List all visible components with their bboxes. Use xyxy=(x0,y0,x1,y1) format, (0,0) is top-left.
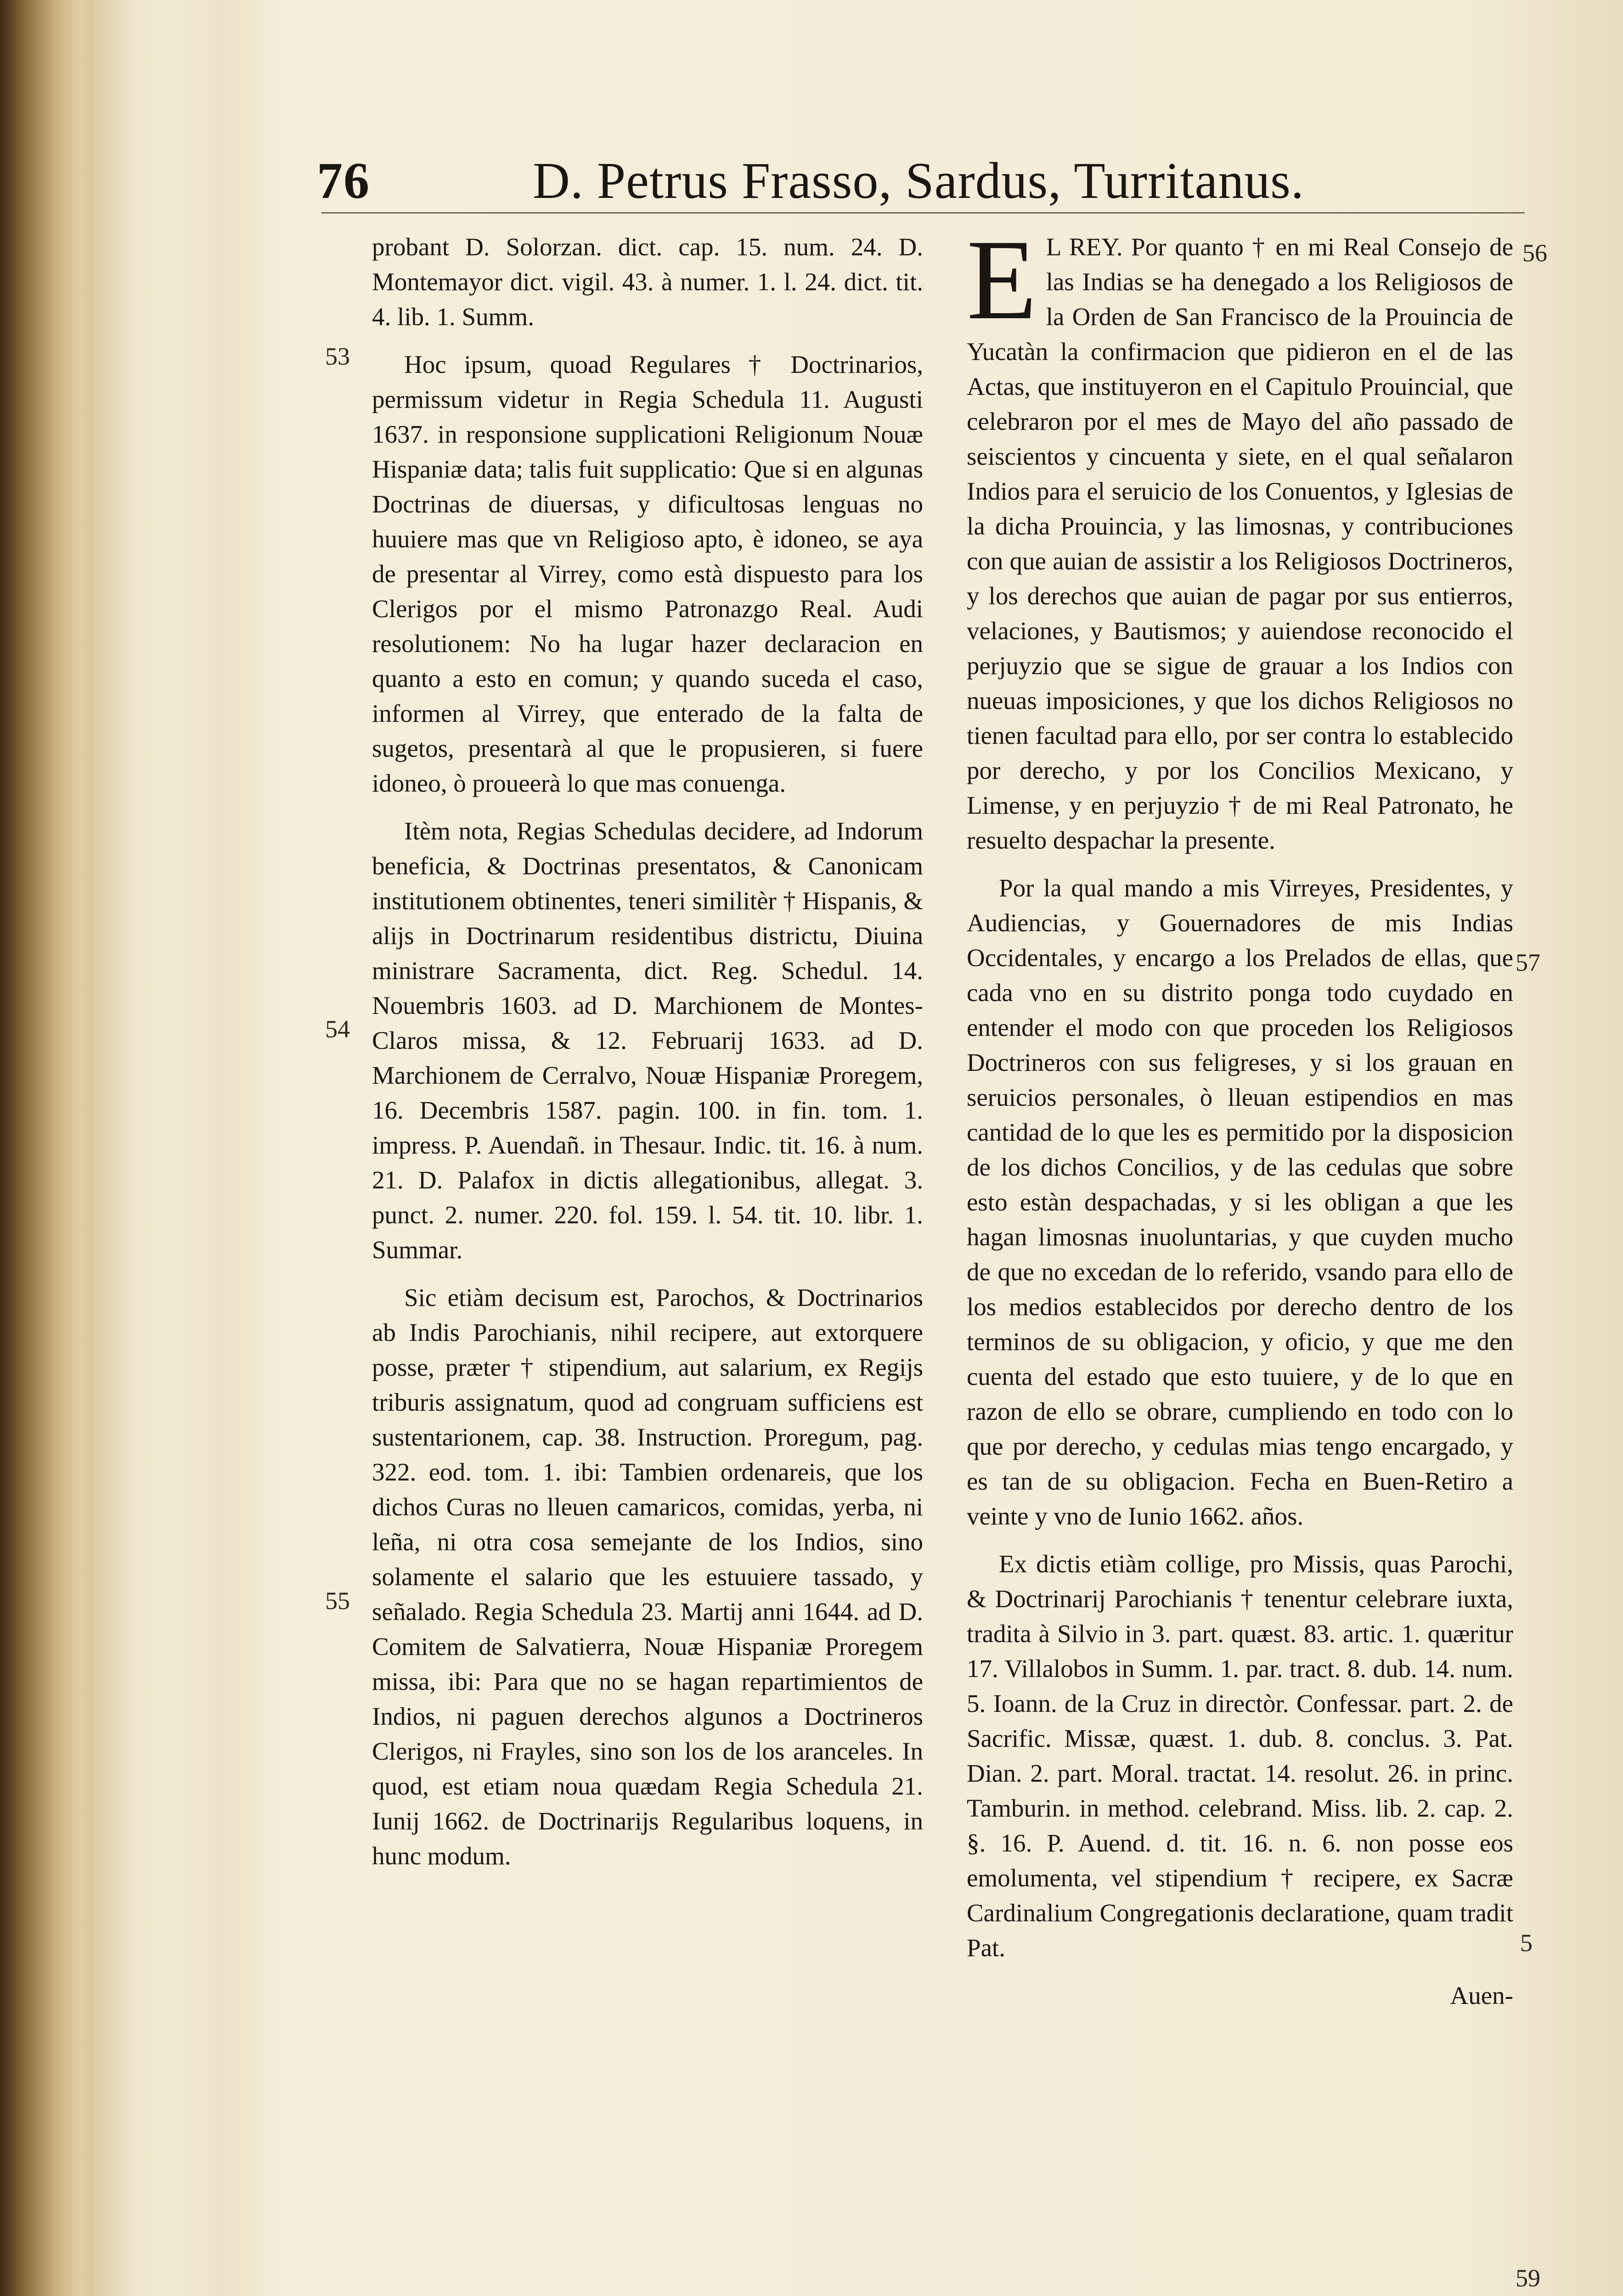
paragraph-text: L REY. Por quanto † en mi Real Consejo de las Indias se ha denegado a los Religiosos de la Orden de San Francisco de la Prouincia de Yucatàn la confirmacion que pidieron en el de las Actas, que instituyeron en el Capitulo Prouincial, que celebraron por el mes de Mayo del año passado de seiscientos y cincuenta y siete, en el qual señalaron Indios para el seruicio de los Conuentos, y Iglesias de la dicha Prouincia, y las limosnas, y contribuciones con que auian de assistir a los Religiosos Doctrineros, y los derechos que auian de pagar por sus entierros, velaciones, y Bautismos; y auiendose reconocido el perjuyzio que se sigue de grauar a los Indios con nueuas imposiciones, y que los dichos Religiosos no tienen facultad para ello, por ser contra lo establecido por derecho, y por los Concilios Mexicano, y Limense, y en perjuyzio † de mi Real Patronato, he resuelto despachar la presente. xyxy=(967,233,1513,854)
paper-stain xyxy=(165,0,285,2296)
paragraph: Itèm nota, Regias Schedulas decidere, ad Indorum beneficia, & Doctrinas presentatos, & Canonicam institutionem obtinentes, teneri similitèr † Hispanis, & alijs in Doctrinarum residentibus districtu, Diuina ministrare Sacramenta, dict. Reg. Schedul. 14. Nouembris 1603. ad D. Marchionem de Montes-Claros missa, & 12. Februarij 1633. ad D. Marchionem de Cerralvo, Nouæ Hispaniæ Proregem, 16. Decembris 1587. pagin. 100. in fin. tom. 1. impress. P. Auendañ. in Thesaur. Indic. tit. 16. à num. 21. D. Palafox in dictis allegationibus, allegat. 3. punct. 2. numer. 220. fol. 159. l. 54. tit. 10. libr. 1. Summar. xyxy=(372,817,923,1264)
margin-number: 54 xyxy=(325,1015,350,1043)
margin-number: 5 xyxy=(1520,1929,1533,1957)
margin-number: 57 xyxy=(1516,949,1540,976)
margin-number: 59 xyxy=(1516,2264,1540,2292)
book-page-edge xyxy=(0,0,99,2296)
paragraph: Sic etiàm decisum est, Parochos, & Doctrinarios ab Indis Parochianis, nihil recipere, aut extorquere posse, præter † stipendium, aut salarium, ex Regijs triburis assignatum, quod ad congruam sufficiens est sustentarionem, cap. 38. Instruction. Proregum, pag. 322. eod. tom. 1. ibi: Tambien ordenareis, que los dichos Curas no lleuen camaricos, comidas, yerba, ni leña, ni otra cosa semejante de los Indios, sino solamente el salario que les estuuiere tassado, y señalado. Regia Schedula 23. Martij anni 1644. ad D. Comitem de Salvatierra, Nouæ Hispaniæ Proregem missa, ibi: Para que no se hagan repartimientos de Indios, ni paguen derechos algunos a Doctrineros Clerigos, ni Frayles, sino son los de los aranceles. In quod, est etiam noua quædam Regia Schedula 21. Iunij 1662. de Doctrinarijs Regularibus loquens, in hunc modum. xyxy=(372,1283,923,1870)
paragraph: Hoc ipsum, quoad Regulares † Doctrinarios, permissum videtur in Regia Schedula 11. Augusti 1637. in responsione supplicationi Religionum Nouæ Hispaniæ data; talis fuit supplicatio: Que si en algunas Doctrinas de diuersas, y dificultosas lenguas no huuiere mas que vn Religioso apto, è idoneo, se aya de presentar al Virrey, como està dispuesto para los Clerigos por el mismo Patronazgo Real. Audi resolutionem: No ha lugar hazer declaracion en quanto a esto en comun; y quando suceda el caso, informen al Virrey, que enterado de la falta de sugetos, presentarà al que le propusieren, si fuere idoneo, ò proueerà lo que mas conuenga. xyxy=(372,350,923,797)
page-number: 76 xyxy=(317,152,370,209)
left-column xyxy=(372,230,923,1886)
margin-number: 56 xyxy=(1522,239,1547,267)
running-head: D. Petrus Frasso, Sardus, Turritanus. xyxy=(533,152,1304,209)
margin-number: 55 xyxy=(325,1587,350,1615)
margin-number: 53 xyxy=(325,343,350,370)
paragraph: Ex dictis etiàm collige, pro Missis, quas Parochi, & Doctrinarij Parochianis † tenentur celebrare iuxta, tradita à Silvio in 3. part. quæst. 83. artic. 1. quæritur 17. Villalobos in Summ. 1. par. tract. 8. dub. 14. num. 5. Ioann. de la Cruz in directòr. Confessar. part. 2. de Sacrific. Missæ, quæst. 1. dub. 8. conclus. 3. Pat. Dian. 2. part. Moral. tractat. 14. resolut. 26. in princ. Tamburin. in method. celebrand. Miss. lib. 2. cap. 2. §. 16. P. Auend. d. tit. 16. n. 6. non posse eos emolumenta, vel stipendium † recipere, ex Sacræ Cardinalium Congregationis declaratione, quam tradit Pat. xyxy=(967,1550,1513,1962)
paragraph: Por la qual mando a mis Virreyes, Presidentes, y Audiencias, y Gouernadores de mis Indias Occidentales, y encargo a los Prelados de ellas, que cada vno en su distrito ponga todo cuydado en entender el modo con que proceden los Religiosos Doctrineros con sus feligreses, y si los grauan en seruicios personales, ò lleuan estipendios en mas cantidad de lo que les es permitido por la disposicion de los dichos Concilios, y de las cedulas que sobre esto estàn despachadas, y si les obligan a que les hagan limosnas inuoluntarias, y que cuyden mucho de que no excedan de lo referido, vsando para ello de los medios establecidos por derecho dentro de los terminos de su obligacion, y oficio, y que me den cuenta del estado que esto tuuiere, y de lo que en razon de ello se obrare, cumpliendo en todo con lo que por derecho, y cedulas mias tengo encargado, y es tan de su obligacion. Fecha en Buen-Retiro a veinte y vno de Iunio 1662. años. xyxy=(967,874,1513,1530)
page-header xyxy=(317,152,1557,225)
paragraph: probant D. Solorzan. dict. cap. 15. num. 24. D. Montemayor dict. vigil. 43. à numer. 1. l. 24. dict. tit. 4. lib. 1. Summ. xyxy=(372,233,923,331)
header-rule xyxy=(321,212,1525,214)
royal-decree-paragraph xyxy=(967,216,1513,858)
catchword: Auen- xyxy=(1450,1981,1513,2009)
right-column xyxy=(967,216,1513,2026)
drop-cap: E xyxy=(967,216,1037,343)
